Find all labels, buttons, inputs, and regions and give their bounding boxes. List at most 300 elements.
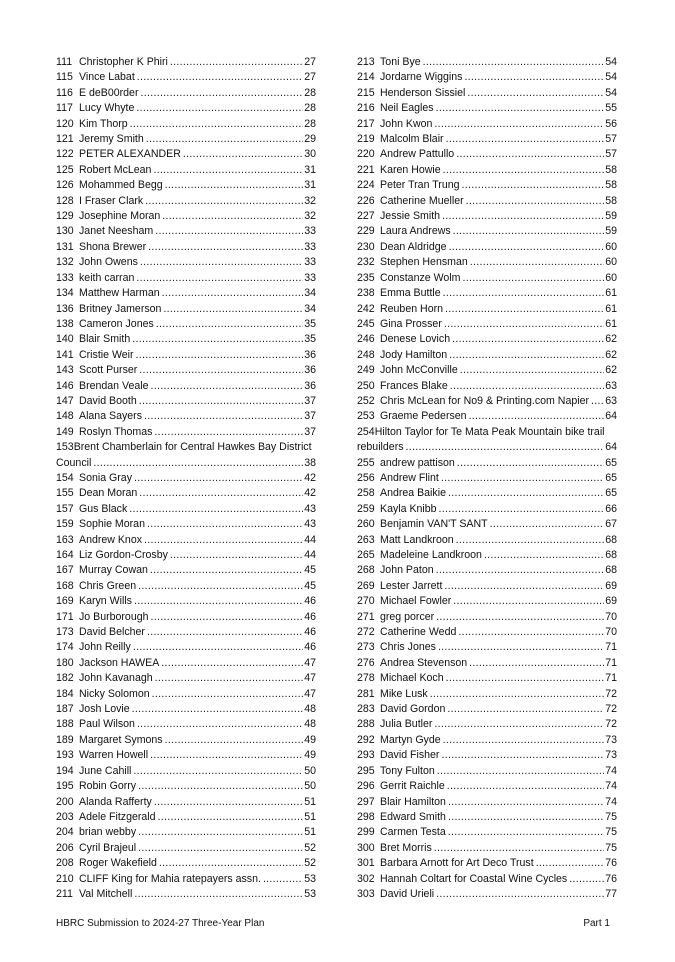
toc-entry-page: 76	[605, 872, 617, 885]
toc-entry-page: 48	[304, 718, 316, 731]
toc-entry-name: Murray Cowan	[79, 564, 148, 577]
toc-entry-name: Karen Howie	[380, 163, 441, 176]
toc-entry-number: 208	[56, 857, 74, 870]
toc-dot-leader	[462, 271, 604, 286]
toc-dot-leader	[464, 70, 604, 85]
toc-entry-page: 34	[304, 302, 316, 315]
toc-entry-name: CLIFF King for Mahia ratepayers assn.	[79, 872, 261, 885]
toc-entry[interactable]	[56, 132, 316, 147]
toc-entry-number: 249	[357, 364, 375, 377]
toc-entry-name-continued: Council	[56, 456, 92, 469]
toc-entry-number: 154	[56, 471, 74, 484]
toc-entry[interactable]	[357, 733, 617, 748]
toc-dot-leader	[436, 563, 605, 578]
toc-entry-name: David Fisher	[380, 749, 440, 762]
toc-entry-number: 276	[357, 656, 375, 669]
toc-entry-page: 36	[304, 364, 316, 377]
toc-entry-name: Roslyn Thomas	[79, 425, 153, 438]
toc-entry-name: Cyril Brajeul	[79, 841, 137, 854]
toc-entry-name: Matthew Harman	[79, 287, 160, 300]
toc-entry-name: Brent Chamberlain for Central Hawkes Bay District	[73, 441, 312, 454]
toc-entry-number: 195	[56, 780, 74, 793]
toc-entry[interactable]	[357, 856, 617, 871]
toc-entry-name: David Gordon	[380, 703, 446, 716]
toc-entry-page: 51	[304, 795, 316, 808]
toc-entry[interactable]	[357, 579, 617, 594]
toc-dot-leader	[441, 471, 604, 486]
toc-entry[interactable]	[357, 379, 617, 394]
toc-dot-leader	[155, 224, 303, 239]
toc-entry[interactable]	[357, 363, 617, 378]
toc-entry-page: 44	[304, 533, 316, 546]
toc-entry-number: 295	[357, 764, 375, 777]
toc-entry-number: 149	[56, 425, 74, 438]
toc-entry[interactable]	[56, 224, 316, 239]
toc-entry[interactable]	[56, 348, 316, 363]
toc-entry[interactable]	[56, 517, 316, 532]
toc-entry[interactable]	[56, 548, 316, 563]
toc-dot-leader	[434, 717, 604, 732]
toc-entry-number: 211	[56, 887, 73, 900]
toc-dot-leader	[450, 379, 604, 394]
toc-entry-number: 213	[357, 56, 375, 68]
toc-entry[interactable]	[56, 147, 316, 162]
toc-entry-name: Michael Koch	[380, 672, 444, 685]
toc-entry[interactable]	[56, 717, 316, 732]
toc-dot-leader	[144, 409, 303, 424]
toc-entry-page: 52	[304, 841, 316, 854]
toc-dot-leader	[130, 117, 304, 132]
toc-entry-number: 238	[357, 287, 375, 300]
toc-entry-number: 227	[357, 210, 375, 223]
toc-entry[interactable]	[357, 255, 617, 270]
toc-entry[interactable]	[56, 687, 316, 702]
toc-entry-name: Carmen Testa	[380, 826, 446, 839]
toc-entry[interactable]	[357, 640, 617, 655]
toc-entry[interactable]	[357, 409, 617, 424]
toc-entry-number: 214	[357, 71, 375, 84]
toc-dot-leader	[466, 194, 605, 209]
toc-entry-name: brian webby	[79, 826, 137, 839]
toc-entry[interactable]	[56, 55, 316, 70]
toc-entry-name: Kayla Knibb	[380, 502, 437, 515]
toc-entry-name: Dean Aldridge	[380, 240, 447, 253]
toc-entry-number: 141	[56, 348, 74, 361]
toc-entry-first-line	[357, 425, 617, 440]
toc-entry[interactable]	[357, 502, 617, 517]
toc-entry[interactable]	[56, 748, 316, 763]
toc-entry[interactable]	[56, 394, 316, 409]
toc-entry-name: Andrew Flint	[380, 471, 439, 484]
toc-entry[interactable]	[357, 471, 617, 486]
toc-entry-name: Tony Fulton	[380, 764, 435, 777]
toc-entry[interactable]	[357, 101, 617, 116]
toc-entry[interactable]	[56, 841, 316, 856]
toc-entry-page: 28	[304, 86, 316, 99]
toc-entry[interactable]	[56, 425, 316, 440]
toc-entry-page: 33	[304, 271, 316, 284]
toc-entry-name: Josephine Moran	[79, 210, 161, 223]
toc-entry[interactable]	[56, 702, 316, 717]
toc-entry[interactable]	[56, 240, 316, 255]
toc-entry[interactable]	[357, 748, 617, 763]
toc-entry-page: 75	[605, 841, 617, 854]
toc-entry-page: 64	[605, 410, 617, 423]
toc-entry-name: Neil Eagles	[380, 102, 434, 115]
toc-dot-leader	[140, 255, 303, 270]
toc-entry[interactable]	[56, 471, 316, 486]
toc-entry-name: I Fraser Clark	[79, 194, 144, 207]
toc-entry-page: 58	[605, 194, 617, 207]
toc-entry-number: 122	[56, 148, 74, 161]
toc-entry[interactable]	[56, 332, 316, 347]
toc-entry[interactable]	[56, 610, 316, 625]
toc-entry[interactable]	[357, 302, 617, 317]
toc-entry-number: 203	[56, 810, 74, 823]
toc-entry[interactable]	[56, 440, 316, 471]
toc-entry[interactable]	[357, 887, 617, 902]
toc-entry-number: 125	[56, 163, 74, 176]
toc-entry[interactable]	[56, 317, 316, 332]
toc-entry[interactable]	[56, 486, 316, 501]
toc-entry[interactable]	[56, 872, 316, 887]
toc-dot-leader	[165, 178, 304, 193]
toc-entry-number: 297	[357, 795, 375, 808]
toc-entry-number: 117	[56, 102, 73, 115]
toc-entry-page: 68	[605, 549, 617, 561]
toc-entry[interactable]	[56, 117, 316, 132]
toc-dot-leader	[444, 579, 604, 594]
toc-entry-name: Catherine Mueller	[380, 194, 464, 207]
toc-entry[interactable]	[357, 70, 617, 85]
toc-entry-name: David Urieli	[380, 887, 435, 900]
toc-entry[interactable]	[357, 163, 617, 178]
toc-entry-name: Stephen Hensman	[380, 256, 468, 269]
toc-entry[interactable]	[357, 717, 617, 732]
toc-entry[interactable]	[56, 101, 316, 116]
toc-entry-page: 36	[304, 379, 316, 392]
toc-entry-page: 57	[605, 133, 617, 146]
toc-entry[interactable]	[357, 517, 617, 532]
toc-entry[interactable]	[357, 594, 617, 609]
toc-entry[interactable]	[56, 302, 316, 317]
toc-dot-leader	[129, 502, 303, 517]
toc-entry-number: 120	[56, 117, 74, 130]
toc-entry-number: 193	[56, 749, 74, 762]
toc-dot-leader	[136, 271, 303, 286]
footer-document-title: HBRC Submission to 2024-27 Three-Year Plan	[56, 918, 265, 929]
toc-entry[interactable]	[357, 178, 617, 193]
toc-dot-leader	[448, 795, 604, 810]
toc-entry[interactable]	[357, 779, 617, 794]
toc-dot-leader	[406, 440, 605, 455]
toc-dot-leader	[457, 456, 604, 471]
toc-entry[interactable]	[357, 117, 617, 132]
toc-dot-leader	[484, 548, 604, 563]
toc-entry-name: Josh Lovie	[79, 703, 130, 716]
toc-entry-name: Brendan Veale	[79, 379, 149, 392]
toc-entry-page: 71	[605, 641, 617, 654]
toc-dot-leader	[443, 733, 605, 748]
toc-entry[interactable]	[56, 671, 316, 686]
toc-entry-number: 121	[56, 133, 74, 146]
toc-entry[interactable]	[357, 764, 617, 779]
toc-entry-number: 229	[357, 225, 375, 238]
toc-entry[interactable]	[56, 533, 316, 548]
toc-entry[interactable]	[357, 671, 617, 686]
toc-entry-number: 163	[56, 533, 74, 546]
toc-entry[interactable]	[56, 379, 316, 394]
toc-entry[interactable]	[357, 147, 617, 162]
toc-entry-page: 36	[304, 348, 316, 361]
toc-entry[interactable]	[357, 224, 617, 239]
toc-entry[interactable]	[56, 640, 316, 655]
toc-entry-name: Jeremy Smith	[79, 133, 144, 146]
toc-dot-leader	[183, 147, 303, 162]
toc-entry[interactable]	[56, 625, 316, 640]
toc-entry-number: 302	[357, 872, 375, 885]
toc-dot-leader	[134, 887, 303, 902]
toc-dot-leader	[458, 625, 604, 640]
toc-entry-page: 56	[605, 117, 617, 130]
toc-entry-number: 255	[357, 456, 375, 469]
toc-entry-page: 72	[605, 687, 617, 700]
toc-entry-number: 273	[357, 641, 375, 654]
toc-entry-page: 65	[605, 487, 617, 500]
toc-entry-name: Sophie Moran	[79, 518, 145, 531]
toc-entry[interactable]	[56, 594, 316, 609]
toc-dot-leader	[146, 132, 303, 147]
toc-entry[interactable]	[56, 656, 316, 671]
toc-dot-leader	[436, 887, 604, 902]
toc-entry-number: 254	[357, 425, 375, 438]
toc-entry-name: Adele Fitzgerald	[79, 810, 156, 823]
toc-entry[interactable]	[56, 810, 316, 825]
toc-entry[interactable]	[56, 409, 316, 424]
toc-entry[interactable]	[357, 610, 617, 625]
toc-entry-page: 69	[605, 579, 617, 592]
toc-entry-number: 169	[56, 595, 74, 608]
toc-entry-name: Kim Thorp	[79, 117, 128, 130]
toc-entry[interactable]	[357, 425, 617, 456]
toc-dot-leader	[158, 810, 304, 825]
toc-entry-number: 182	[56, 672, 74, 685]
toc-entry-page: 43	[304, 502, 316, 515]
toc-dot-leader	[162, 286, 304, 301]
toc-entry-number: 215	[357, 86, 375, 99]
toc-entry-name: PETER ALEXANDER	[79, 148, 181, 161]
toc-entry[interactable]	[357, 486, 617, 501]
toc-entry[interactable]	[357, 209, 617, 224]
toc-entry[interactable]	[56, 255, 316, 270]
toc-entry-name: Denese Lovich	[380, 333, 451, 346]
toc-entry-page: 44	[304, 549, 316, 561]
toc-entry-number: 132	[56, 256, 74, 269]
toc-entry[interactable]	[357, 825, 617, 840]
toc-entry-page: 29	[304, 133, 316, 146]
toc-dot-leader	[132, 702, 304, 717]
toc-entry[interactable]	[357, 456, 617, 471]
toc-entry-name: Julia Butler	[380, 718, 433, 731]
toc-dot-leader	[134, 471, 303, 486]
toc-entry[interactable]	[56, 856, 316, 871]
toc-entry[interactable]	[56, 70, 316, 85]
toc-entry-page: 54	[605, 86, 617, 99]
toc-entry[interactable]	[357, 563, 617, 578]
toc-dot-leader	[148, 240, 303, 255]
toc-entry[interactable]	[357, 271, 617, 286]
toc-entry-name: Dean Moran	[79, 487, 138, 500]
toc-entry[interactable]	[357, 55, 617, 70]
toc-entry-page: 72	[605, 718, 617, 731]
toc-entry[interactable]	[56, 163, 316, 178]
toc-entry-name: Hilton Taylor for Te Mata Peak Mountain bike trail	[374, 425, 605, 438]
toc-entry-number: 188	[56, 718, 74, 731]
toc-entry[interactable]	[56, 795, 316, 810]
toc-entry-number: 216	[357, 102, 375, 115]
toc-dot-leader	[138, 579, 303, 594]
toc-entry-page: 47	[304, 672, 316, 685]
toc-entry-number: 167	[56, 564, 74, 577]
toc-entry[interactable]	[357, 872, 617, 887]
toc-entry-name: Alanda Rafferty	[79, 795, 152, 808]
toc-entry-name: E deB00rder	[79, 86, 139, 99]
toc-entry[interactable]	[357, 348, 617, 363]
toc-entry-name: Nicky Solomon	[79, 687, 150, 700]
toc-dot-leader	[138, 841, 303, 856]
toc-entry[interactable]	[56, 286, 316, 301]
toc-dot-leader	[159, 856, 303, 871]
toc-entry[interactable]	[56, 209, 316, 224]
toc-entry-name: keith carran	[79, 271, 135, 284]
toc-entry-number: 226	[357, 194, 375, 207]
toc-entry-page: 46	[304, 610, 316, 623]
toc-dot-leader	[456, 147, 604, 162]
toc-entry-number: 138	[56, 317, 74, 330]
toc-dot-leader	[151, 379, 304, 394]
toc-entry[interactable]	[56, 779, 316, 794]
toc-entry-page: 48	[304, 703, 316, 716]
toc-dot-leader	[448, 825, 604, 840]
toc-entry[interactable]	[56, 733, 316, 748]
toc-entry[interactable]	[357, 317, 617, 332]
toc-dot-leader	[161, 656, 303, 671]
toc-entry-number: 187	[56, 703, 74, 716]
toc-dot-leader	[430, 687, 605, 702]
toc-entry[interactable]	[56, 563, 316, 578]
toc-entry[interactable]	[357, 625, 617, 640]
toc-dot-leader	[139, 486, 303, 501]
toc-entry-page: 65	[605, 471, 617, 484]
toc-dot-leader	[151, 610, 304, 625]
toc-entry-name: Blair Smith	[79, 333, 131, 346]
toc-entry-number: 131	[56, 240, 74, 253]
toc-entry-name: Gus Black	[79, 502, 128, 515]
toc-entry-page: 55	[605, 102, 617, 115]
footer-part-label: Part 1	[583, 918, 610, 929]
toc-entry-number: 194	[56, 764, 74, 777]
toc-entry-name-continued: rebuilders	[357, 441, 404, 454]
toc-dot-leader	[155, 671, 304, 686]
toc-dot-leader	[442, 209, 604, 224]
toc-entry[interactable]	[357, 132, 617, 147]
toc-entry-page: 51	[304, 826, 316, 839]
toc-entry[interactable]	[56, 86, 316, 101]
toc-entry-name: Benjamin VAN'T SANT	[380, 518, 488, 531]
toc-entry-page: 61	[605, 287, 617, 300]
toc-entry[interactable]	[357, 86, 617, 101]
toc-entry-name: andrew pattison	[380, 456, 455, 469]
toc-entry[interactable]	[357, 332, 617, 347]
toc-entry[interactable]	[357, 841, 617, 856]
toc-entry[interactable]	[56, 825, 316, 840]
toc-dot-leader	[445, 302, 604, 317]
toc-entry[interactable]	[357, 795, 617, 810]
toc-entry-page: 32	[304, 210, 316, 223]
toc-dot-leader	[434, 841, 604, 856]
toc-entry-name: Vince Labat	[79, 71, 135, 84]
toc-entry-page: 74	[605, 764, 617, 777]
toc-entry[interactable]	[56, 178, 316, 193]
toc-dot-leader	[133, 640, 303, 655]
toc-dot-leader	[438, 640, 604, 655]
toc-entry[interactable]	[56, 194, 316, 209]
toc-entry-page: 59	[605, 210, 617, 223]
toc-entry[interactable]	[357, 702, 617, 717]
toc-entry[interactable]	[357, 394, 617, 409]
toc-entry-number: 299	[357, 826, 375, 839]
toc-entry[interactable]	[357, 656, 617, 671]
toc-entry-number: 184	[56, 687, 74, 700]
toc-entry[interactable]	[357, 533, 617, 548]
toc-entry[interactable]	[56, 887, 316, 902]
toc-entry-name: Peter Tran Trung	[380, 179, 460, 192]
toc-entry-number: 171	[56, 610, 74, 623]
toc-entry[interactable]	[357, 687, 617, 702]
toc-entry[interactable]	[357, 240, 617, 255]
toc-entry-page: 28	[304, 117, 316, 130]
toc-dot-leader	[443, 163, 605, 178]
toc-dot-leader	[456, 533, 605, 548]
toc-entry[interactable]	[357, 286, 617, 301]
toc-entry-number: 147	[56, 394, 74, 407]
toc-entry[interactable]	[56, 271, 316, 286]
toc-entry-page: 77	[605, 887, 617, 900]
toc-entry-number: 248	[357, 348, 375, 361]
toc-dot-leader	[138, 779, 303, 794]
toc-entry[interactable]	[56, 579, 316, 594]
toc-entry-number: 246	[357, 333, 375, 346]
toc-entry-page: 58	[605, 163, 617, 176]
toc-entry-name: Lucy Whyte	[79, 102, 135, 115]
toc-entry-name: Andrew Pattullo	[380, 148, 455, 161]
toc-entry[interactable]	[357, 810, 617, 825]
toc-entry-name: Catherine Wedd	[380, 626, 457, 639]
toc-entry-name: Constanze Wolm	[380, 271, 461, 284]
toc-entry-number: 143	[56, 364, 74, 377]
toc-entry-page: 70	[605, 610, 617, 623]
toc-dot-leader	[163, 302, 303, 317]
toc-entry-number: 268	[357, 564, 375, 577]
toc-entry[interactable]	[357, 194, 617, 209]
toc-entry[interactable]	[56, 502, 316, 517]
toc-entry-name: David Belcher	[79, 626, 145, 639]
toc-entry-page: 32	[304, 194, 316, 207]
toc-entry[interactable]	[357, 548, 617, 563]
toc-entry[interactable]	[56, 764, 316, 779]
toc-dot-leader	[140, 86, 303, 101]
toc-entry[interactable]	[56, 363, 316, 378]
